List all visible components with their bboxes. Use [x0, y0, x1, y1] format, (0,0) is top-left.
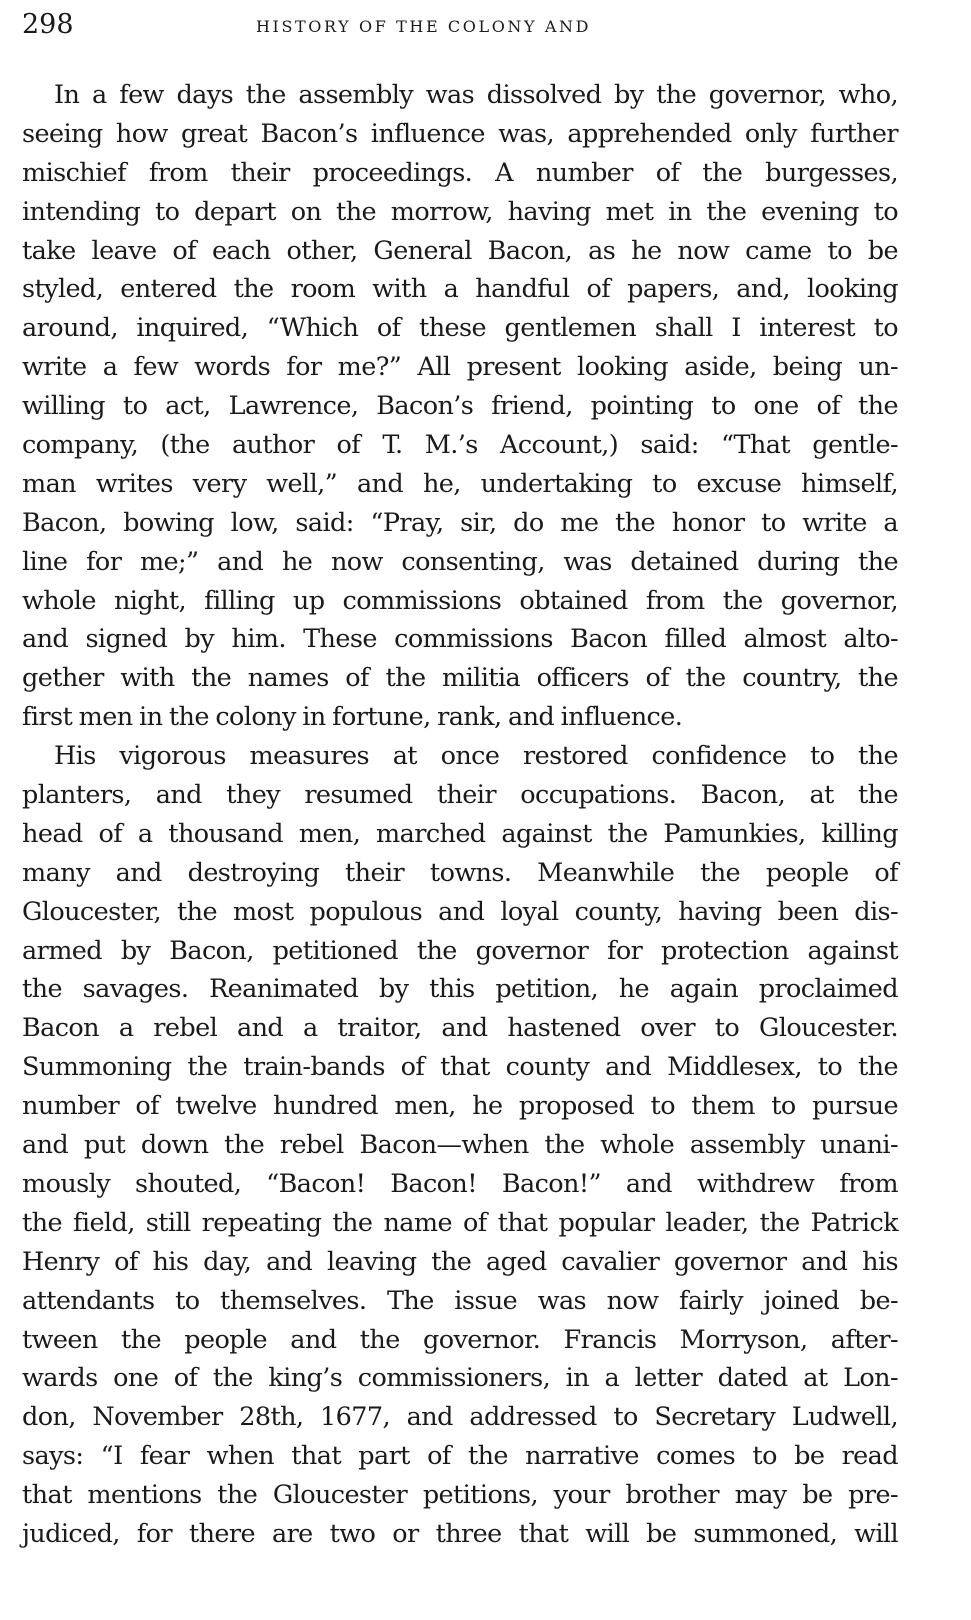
text-line: man writes very well,” and he, undertaking to excuse himself, [22, 468, 898, 499]
text-line: and put down the rebel Bacon—when the whole assembly unani- [22, 1130, 898, 1161]
text-line: number of twelve hundred men, he proposed to them to pursue [22, 1091, 898, 1122]
text-line: don, November 28th, 1677, and addressed to Secretary Ludwell, [22, 1402, 898, 1433]
text-line: and signed by him. These commissions Bacon filled almost alto- [22, 624, 898, 655]
text-line: armed by Bacon, petitioned the governor for protection against [22, 935, 898, 966]
text-line: tween the people and the governor. Francis Morryson, after- [22, 1324, 898, 1355]
text-line: head of a thousand men, marched against the Pamunkies, killing [22, 818, 898, 849]
text-line: Bacon a rebel and a traitor, and hastened over to Gloucester. [22, 1013, 898, 1044]
text-line: take leave of each other, General Bacon, as he now came to be [22, 235, 898, 266]
text-line: Henry of his day, and leaving the aged cavalier governor and his [22, 1246, 898, 1277]
text-line: seeing how great Bacon’s influence was, apprehended only further [22, 118, 898, 149]
running-head [22, 8, 902, 48]
text-line: Summoning the train-bands of that county and Middlesex, to the [22, 1052, 898, 1083]
text-line: intending to depart on the morrow, having met in the evening to [22, 196, 898, 227]
text-line: attendants to themselves. The issue was now fairly joined be- [22, 1285, 898, 1316]
text-line: judiced, for there are two or three that will be summoned, will [22, 1518, 898, 1549]
running-head-title: HISTORY OF THE COLONY AND [256, 17, 592, 36]
text-line: many and destroying their towns. Meanwhile the people of [22, 857, 898, 888]
text-line: that mentions the Gloucester petitions, your brother may be pre- [22, 1480, 898, 1511]
text-line: Bacon, bowing low, said: “Pray, sir, do me the honor to write a [22, 507, 898, 538]
text-line: Gloucester, the most populous and loyal county, having been dis- [22, 896, 898, 927]
text-line: gether with the names of the militia officers of the country, the [22, 663, 898, 694]
text-line: the field, still repeating the name of that popular leader, the Patrick [22, 1207, 898, 1238]
text-line: says: “I fear when that part of the narrative comes to be read [22, 1441, 898, 1472]
text-line: styled, entered the room with a handful of papers, and, looking [22, 274, 898, 305]
text-line: around, inquired, “Which of these gentlemen shall I interest to [22, 313, 898, 344]
body-text [22, 76, 898, 1554]
text-line: willing to act, Lawrence, Bacon’s friend, pointing to one of the [22, 391, 898, 422]
text-line: In a few days the assembly was dissolved by the governor, who, [54, 80, 898, 110]
text-line: His vigorous measures at once restored confidence to the [54, 741, 898, 772]
text-line: first men in the colony in fortune, rank, and influence. [22, 702, 683, 733]
text-line: company, (the author of T. M.’s Account,) said: “That gentle- [22, 430, 898, 461]
text-line: planters, and they resumed their occupations. Bacon, at the [22, 780, 898, 811]
text-line: whole night, filling up commissions obtained from the governor, [22, 585, 898, 616]
text-line: mously shouted, “Bacon! Bacon! Bacon!” and withdrew from [22, 1168, 898, 1199]
text-line: write a few words for me?” All present looking aside, being un- [22, 352, 898, 383]
text-line: the savages. Reanimated by this petition, he again proclaimed [22, 974, 898, 1005]
text-line: mischief from their proceedings. A number of the burgesses, [22, 157, 898, 188]
text-line: wards one of the king’s commissioners, in a letter dated at Lon- [22, 1363, 898, 1394]
page-number: 298 [22, 9, 74, 40]
text-line: line for me;” and he now consenting, was detained during the [22, 546, 898, 577]
